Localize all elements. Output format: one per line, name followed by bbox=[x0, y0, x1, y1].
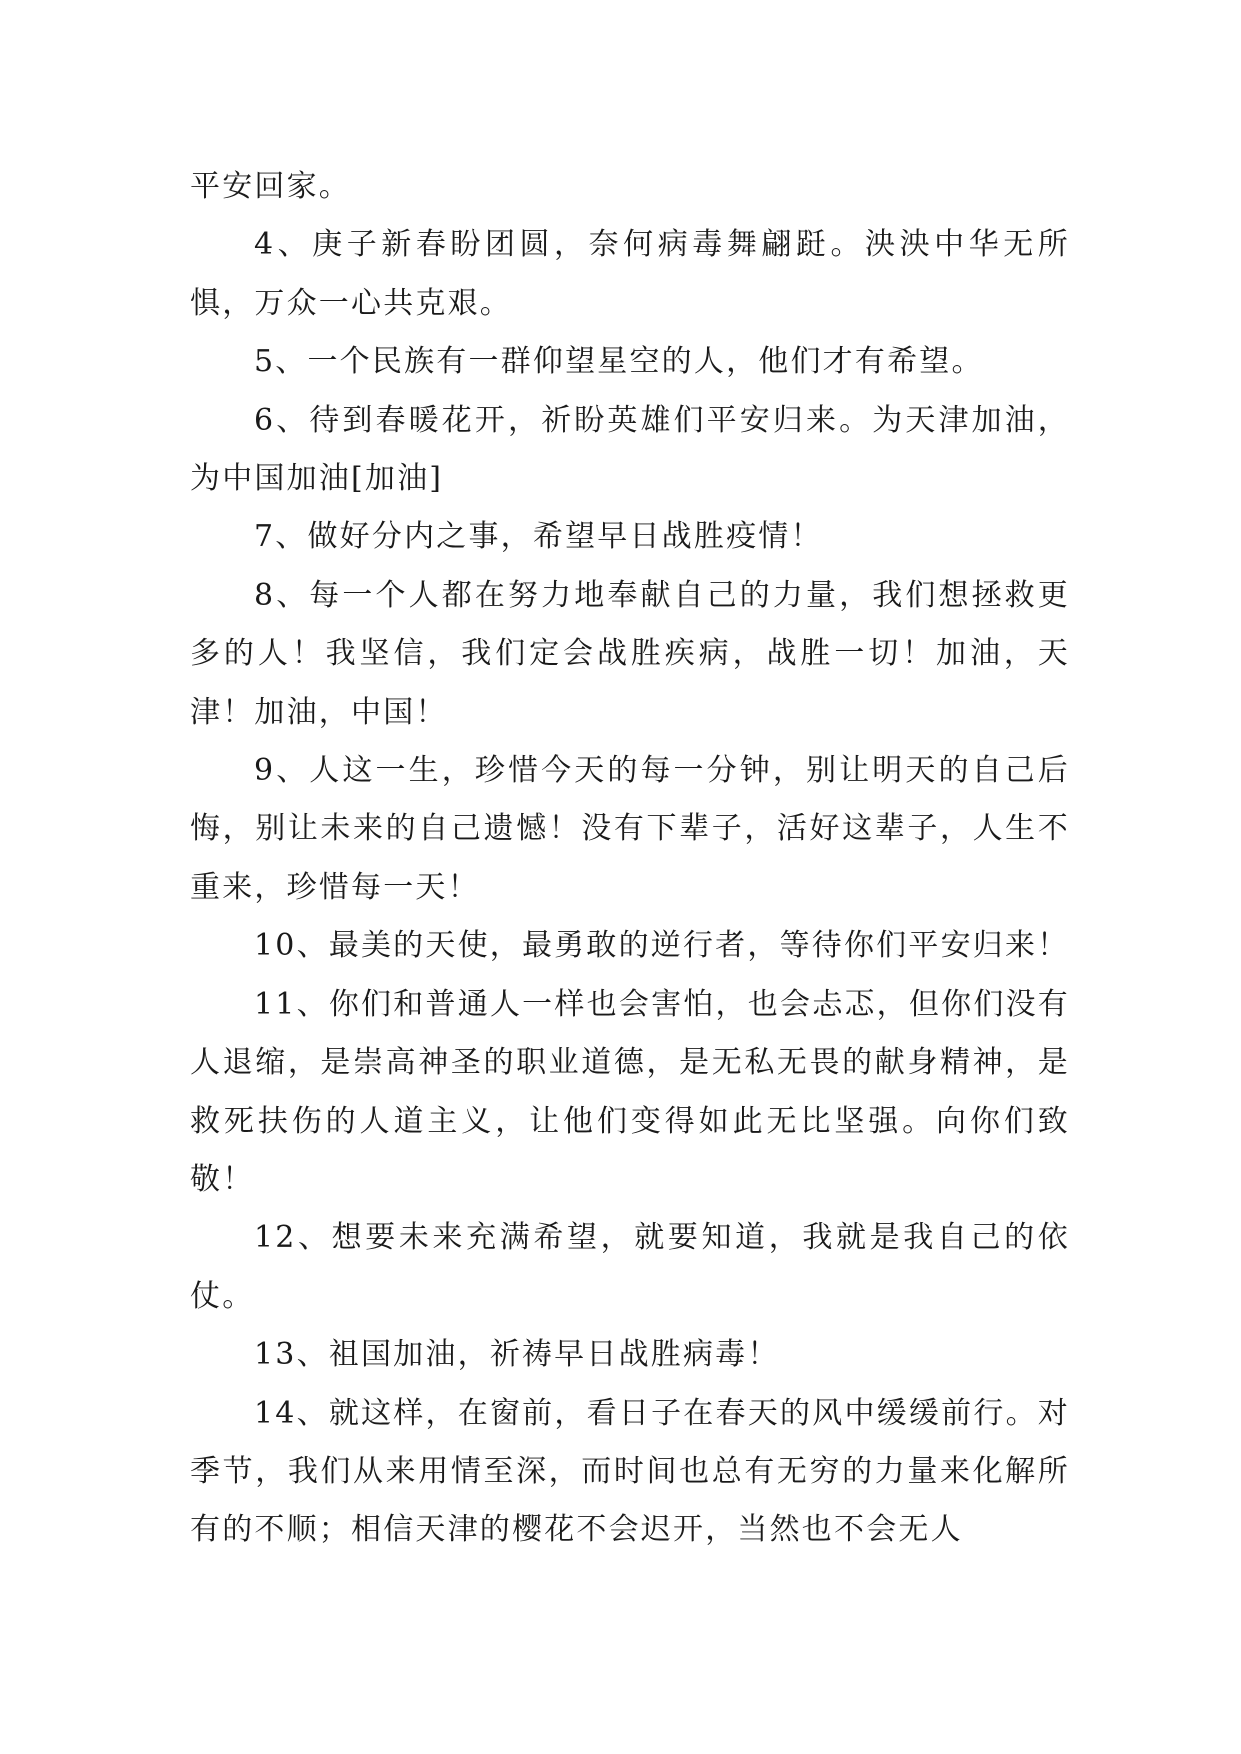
paragraph-10: 12、想要未来充满希望，就要知道，我就是我自己的依仗。 bbox=[190, 1220, 1070, 1314]
paragraph-1: 平安回家。 bbox=[190, 169, 351, 204]
paragraph-11: 13、祖国加油，祈祷早日战胜病毒！ bbox=[254, 1337, 780, 1373]
paragraph-9: 11、你们和普通人一样也会害怕，也会忐忑，但你们没有人退缩，是崇高神圣的职业道德，是无私无畏的献身精神，是救死扶伤的人道主义，让他们变得如此无比坚强。向你们致敬！ bbox=[190, 986, 1070, 1197]
paragraph-8: 10、最美的天使，最勇敢的逆行者，等待你们平安归来！ bbox=[254, 928, 1070, 964]
paragraph-2: 4、庚子新春盼团圆，奈何病毒舞翩跹。泱泱中华无所惧，万众一心共克艰。 bbox=[190, 227, 1070, 321]
paragraph-5: 7、做好分内之事，希望早日战胜疫情！ bbox=[254, 519, 823, 555]
paragraph-3: 5、一个民族有一群仰望星空的人，他们才有希望。 bbox=[254, 344, 984, 380]
paragraph-12: 14、就这样，在窗前，看日子在春天的风中缓缓前行。对季节，我们从来用情至深，而时间也总有无穷的力量来化解所有的不顺；相信天津的樱花不会迟开，当然也不会无人 bbox=[190, 1395, 1070, 1548]
paragraph-7: 9、人这一生，珍惜今天的每一分钟，别让明天的自己后悔，别让未来的自己遗憾！没有下辈子，活好这辈子，人生不重来，珍惜每一天！ bbox=[190, 753, 1070, 905]
paragraph-4: 6、待到春暖花开，祈盼英雄们平安归来。为天津加油，为中国加油[加油] bbox=[190, 402, 1070, 497]
paragraph-6: 8、每一个人都在努力地奉献自己的力量，我们想拯救更多的人！我坚信，我们定会战胜疾病，战胜一切！加油，天津！加油，中国！ bbox=[190, 577, 1070, 730]
document-body bbox=[190, 158, 1070, 1560]
